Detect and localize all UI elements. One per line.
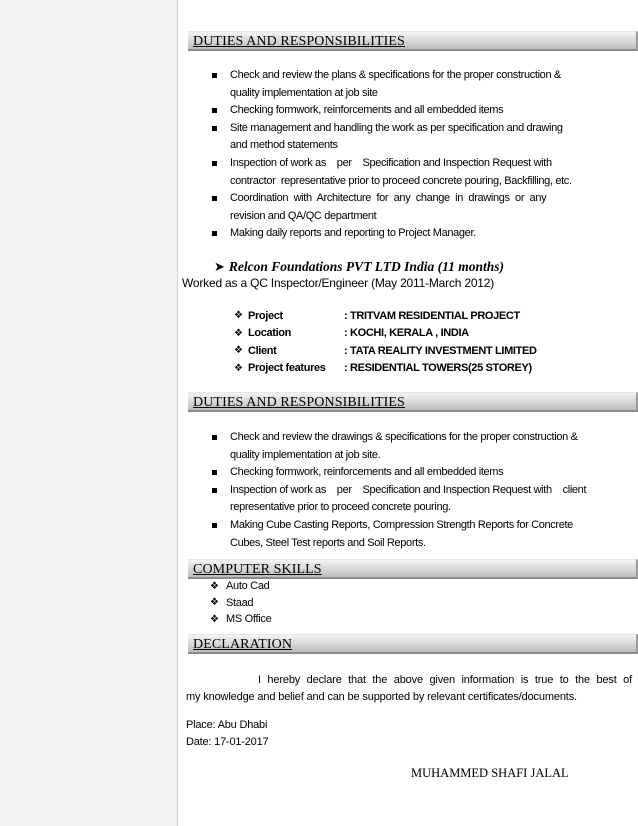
project-row: ❖ Client : TATA REALITY INVESTMENT LIMITED: [234, 344, 537, 357]
declaration-text: I hereby declare that the above given information is true to the best of my knowledge and belief and can be supported by relevant certificates/documents.: [186, 674, 632, 703]
duties-list-2: [212, 429, 632, 552]
declaration-place: Place: Abu Dhabi: [186, 719, 268, 731]
square-bullet-icon: [212, 73, 217, 78]
project-row: ❖ Location : KOCHI, KERALA , INDIA: [234, 327, 469, 340]
duty-item: Site management and handling the work as per specification and drawing and method statements: [212, 120, 632, 155]
left-margin-strip: [0, 0, 178, 826]
square-bullet-icon: [212, 231, 217, 236]
signature-name: MUHAMMED SHAFI JALAL: [411, 766, 569, 780]
project-details: [234, 307, 537, 377]
square-bullet-icon: [212, 488, 217, 493]
duty-item: Check and review the plans & specifications for the proper construction & quality implementation at job site: [212, 67, 632, 102]
duty-item: Checking formwork, reinforcements and all embedded items: [212, 102, 632, 120]
duty-item: Making Cube Casting Reports, Compression Strength Reports for Concrete Cubes, Steel Test reports and Soil Reports.: [212, 517, 632, 552]
project-row: ❖ Project features : RESIDENTIAL TOWERS(25 STOREY): [234, 362, 532, 375]
declaration-date: Date: 17-01-2017: [186, 736, 269, 748]
square-bullet-icon: [212, 161, 217, 166]
duty-item: Check and review the drawings & specifications for the proper construction & quality implementation at job site.: [212, 429, 632, 464]
section-title: COMPUTER SKILLS: [193, 562, 322, 577]
project-row: ❖ Project : TRITVAM RESIDENTIAL PROJECT: [234, 309, 520, 322]
duty-item: Inspection of work as per Specification and Inspection Request with client representative prior to proceed concrete pouring.: [212, 482, 632, 517]
section-header-computer-skills: [188, 559, 638, 579]
skill-item: ❖ Staad: [210, 596, 254, 609]
diamond-bullet-icon: ❖: [234, 362, 243, 374]
duty-item: Inspection of work as per Specification and Inspection Request with contractor representative prior to proceed concrete pouring, Backfilling, etc.: [212, 155, 632, 190]
section-header-duties-2: [188, 392, 638, 412]
square-bullet-icon: [212, 435, 217, 440]
section-title: DECLARATION: [193, 637, 293, 652]
section-header-duties-1: [188, 31, 638, 51]
section-title: DUTIES AND RESPONSIBILITIES: [193, 395, 405, 410]
skill-item: ❖ MS Office: [210, 613, 272, 626]
resume-page-content: [178, 0, 638, 826]
duty-item: Coordination with Architecture for any change in drawings or any revision and QA/QC department: [212, 190, 632, 225]
square-bullet-icon: [212, 470, 217, 475]
duty-item: Checking formwork, reinforcements and all embedded items: [212, 464, 632, 482]
diamond-bullet-icon: ❖: [210, 580, 219, 592]
diamond-bullet-icon: ❖: [234, 345, 243, 357]
employer-role: Worked as a QC Inspector/Engineer (May 2011-March 2012): [182, 276, 495, 290]
employer-company: ➤ Relcon Foundations PVT LTD India (11 months): [214, 259, 504, 274]
diamond-bullet-icon: ❖: [234, 327, 243, 339]
skill-item: ❖ Auto Cad: [210, 580, 270, 593]
diamond-bullet-icon: ❖: [210, 613, 219, 625]
section-title: DUTIES AND RESPONSIBILITIES: [193, 34, 405, 49]
diamond-bullet-icon: ❖: [210, 597, 219, 609]
duties-list-1: [212, 67, 632, 243]
arrow-bullet-icon: ➤: [214, 259, 225, 274]
square-bullet-icon: [212, 108, 217, 113]
duty-item: Making daily reports and reporting to Project Manager.: [212, 225, 632, 243]
skills-list: [210, 578, 271, 628]
diamond-bullet-icon: ❖: [234, 310, 243, 322]
square-bullet-icon: [212, 196, 217, 201]
square-bullet-icon: [212, 126, 217, 131]
section-header-declaration: [188, 634, 638, 654]
square-bullet-icon: [212, 523, 217, 528]
